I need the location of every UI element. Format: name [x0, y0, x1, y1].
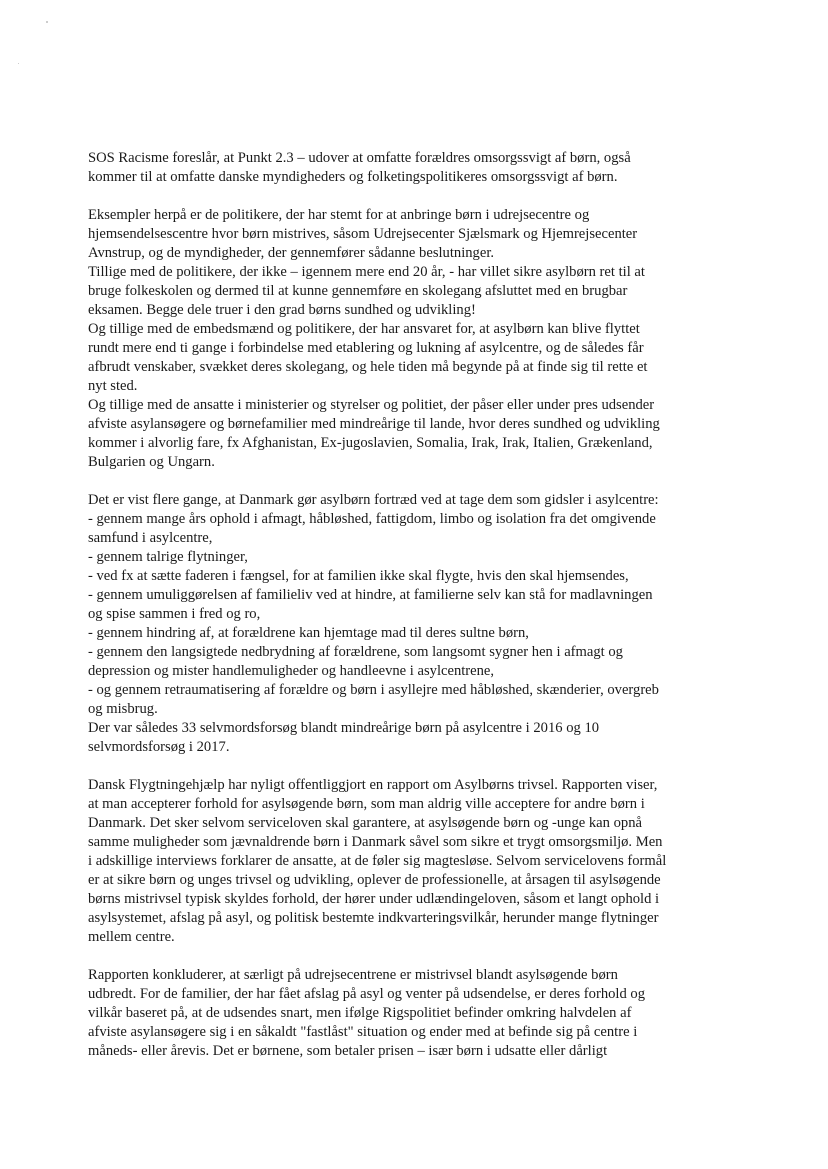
text-line: Bulgarien og Ungarn.	[88, 454, 215, 470]
paragraph-5	[88, 966, 748, 1061]
text-line: asylsystemet, afslag på asyl, og politisk bestemte indkvarteringsvilkår, herunder mange flytninger	[88, 910, 659, 926]
text-line: Avnstrup, og de myndigheder, der gennemfører sådanne beslutninger.	[88, 245, 495, 261]
text-line: Rapporten konkluderer, at særligt på udrejsecentrene er mistrivsel blandt asylsøgende børn	[88, 967, 618, 983]
text-line: og misbrug.	[88, 701, 158, 717]
text-line: - gennem mange års ophold i afmagt, håbløshed, fattigdom, limbo og isolation fra det omgivende	[88, 511, 656, 527]
text-line: nyt sted.	[88, 378, 138, 394]
text-line: børns mistrivsel typisk skyldes forhold, der hører under udlændingeloven, såsom et langt ophold i	[88, 891, 660, 907]
text-line: eksamen. Begge dele truer i den grad børns sundhed og udvikling!	[88, 302, 476, 318]
scan-speck	[46, 21, 48, 23]
text-line: afviste asylansøgere sig i en såkaldt "fastlåst" situation og ender med at befinde sig på centre i	[88, 1024, 638, 1040]
text-line: Tillige med de politikere, der ikke – igennem mere end 20 år, - har villet sikre asylbørn ret til at	[88, 264, 645, 280]
text-line: i adskillige interviews forklarer de ansatte, at de føler sig magtesløse. Selvom servicelovens formål	[88, 853, 667, 869]
text-line: Eksempler herpå er de politikere, der har stemt for at anbringe børn i udrejsecentre og	[88, 207, 590, 223]
text-line: - gennem umuliggørelsen af familieliv ved at hindre, at familierne selv kan stå for madlavningen	[88, 587, 653, 603]
text-line: hjemsendelsescentre hvor børn mistrives, såsom Udrejsecenter Sjælsmark og Hjemrejsecenter	[88, 226, 638, 242]
text-line: bruge folkeskolen og dermed til at kunne gennemføre en skolegang afsluttet med en brugbar	[88, 283, 628, 299]
text-line: at man accepterer forhold for asylsøgende børn, som man aldrig ville acceptere for andre børn i	[88, 796, 645, 812]
text-line: Og tillige med de ansatte i ministerier og styrelser og politiet, der påser eller under pres udsender	[88, 397, 655, 413]
scan-speck	[18, 63, 19, 64]
paragraph-1	[88, 149, 748, 187]
text-line: udbredt. For de familier, der har fået afslag på asyl og venter på udsendelse, er deres forhold og	[88, 986, 646, 1002]
text-line: - og gennem retraumatisering af forældre og børn i asyllejre med håbløshed, skænderier, overgreb	[88, 682, 659, 698]
document-body	[88, 149, 748, 1080]
text-line: samfund i asylcentre,	[88, 530, 213, 546]
text-line: - gennem hindring af, at forældrene kan hjemtage mad til deres sultne børn,	[88, 625, 529, 641]
text-line: rundt mere end ti gange i forbindelse med etablering og lukning af asylcentre, og de således får	[88, 340, 644, 356]
paragraph-2	[88, 206, 748, 472]
text-line: Der var således 33 selvmordsforsøg blandt mindreårige børn på asylcentre i 2016 og 10	[88, 720, 600, 736]
text-line: afviste asylansøgere og børnefamilier med mindreårige til lande, hvor deres sundhed og udvikling	[88, 416, 660, 432]
paragraph-3	[88, 491, 748, 757]
text-line: kommer i alvorlig fare, fx Afghanistan, Ex-jugoslavien, Somalia, Irak, Irak, Italien, Grækenland,	[88, 435, 653, 451]
text-line: selvmordsforsøg i 2017.	[88, 739, 230, 755]
paragraph-4	[88, 776, 748, 947]
text-line: kommer til at omfatte danske myndigheders og folketingspolitikeres omsorgssvigt af børn.	[88, 169, 618, 185]
text-line: Og tillige med de embedsmænd og politikere, der har ansvaret for, at asylbørn kan blive flyttet	[88, 321, 640, 337]
text-line: - gennem den langsigtede nedbrydning af forældrene, som langsomt sygner hen i afmagt og	[88, 644, 623, 660]
text-line: - gennem talrige flytninger,	[88, 549, 248, 565]
text-line: og spise sammen i fred og ro,	[88, 606, 261, 622]
text-line: samme muligheder som jævnaldrende børn i Danmark såvel som sikre et trygt omsorgsmiljø. Men	[88, 834, 663, 850]
text-line: mellem centre.	[88, 929, 175, 945]
text-line: afbrudt venskaber, svækket deres skolegang, og hele tiden må begynde på at finde sig til rette et	[88, 359, 648, 375]
text-line: er at sikre børn og unges trivsel og udvikling, oplever de professionelle, at årsagen til asylsøgende	[88, 872, 661, 888]
text-line: Dansk Flygtningehjælp har nyligt offentliggjort en rapport om Asylbørns trivsel. Rapporten viser,	[88, 777, 658, 793]
text-line: vilkår baseret på, at de udsendes snart, men ifølge Rigspolitiet befinder omkring halvdelen af	[88, 1005, 632, 1021]
text-line: Danmark. Det sker selvom serviceloven skal garantere, at asylsøgende børn og -unge kan opnå	[88, 815, 642, 831]
text-line: SOS Racisme foreslår, at Punkt 2.3 – udover at omfatte forældres omsorgssvigt af børn, også	[88, 150, 631, 166]
text-line: depression og mister handlemuligheder og handleevne i asylcentrene,	[88, 663, 495, 679]
text-line: - ved fx at sætte faderen i fængsel, for at familien ikke skal flygte, hvis den skal hjemsendes,	[88, 568, 629, 584]
text-line: Det er vist flere gange, at Danmark gør asylbørn fortræd ved at tage dem som gidsler i asylcentre:	[88, 492, 659, 508]
text-line: måneds- eller årevis. Det er børnene, som betaler prisen – især børn i udsatte eller dårligt	[88, 1043, 608, 1059]
